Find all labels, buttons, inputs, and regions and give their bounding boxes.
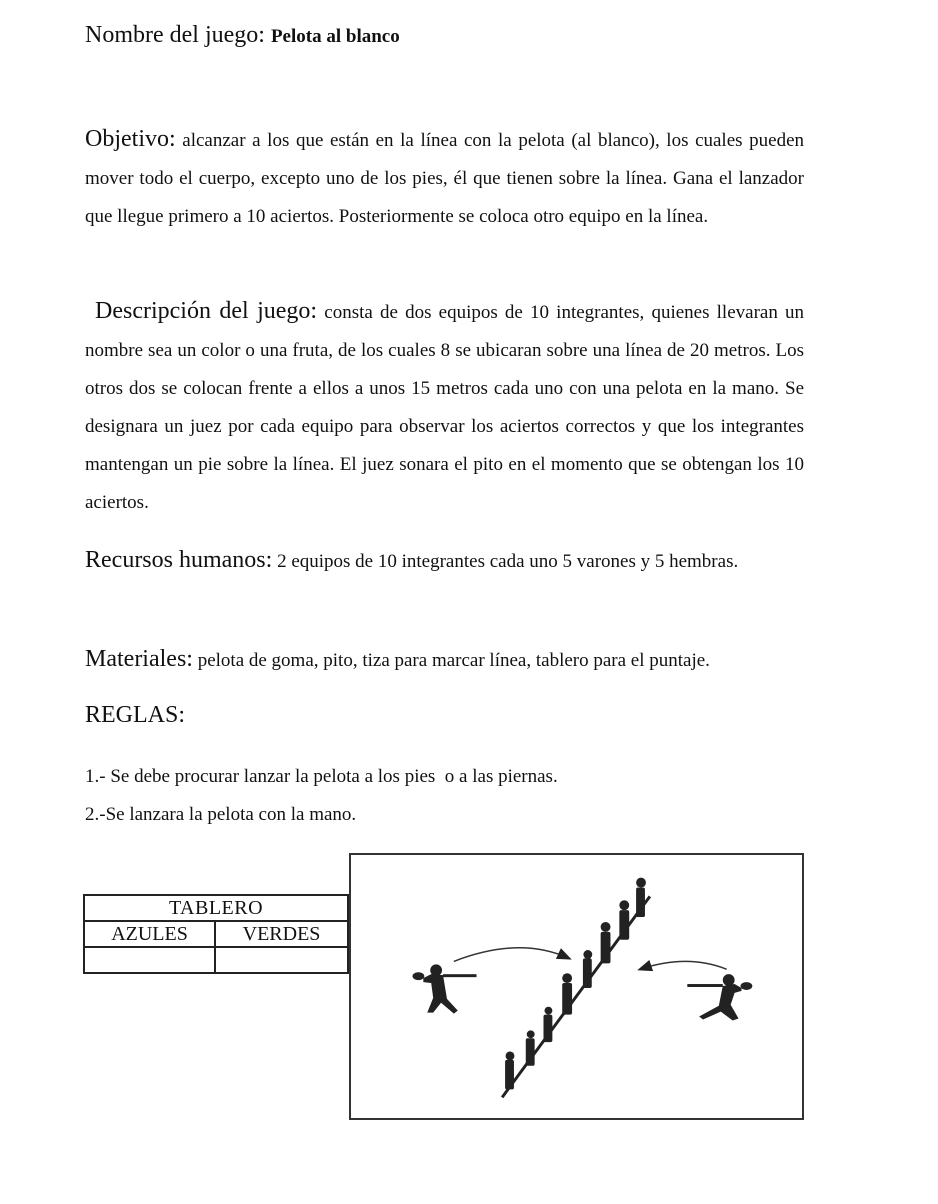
section-recursos [85,541,804,581]
scoreboard-col-azules: AZULES [84,921,215,947]
thrower-left [412,964,476,1013]
reglas-heading: REGLAS: [85,702,186,728]
line-player [526,1030,535,1065]
scoreboard-col-verdes: VERDES [215,921,348,947]
descripcion-label: Descripción del juego: [95,298,318,324]
throw-arrow-right [640,961,727,969]
recursos-text: 2 equipos de 10 integrantes cada uno 5 varones y 5 hembras. [277,551,739,572]
throw-arrow-left [454,948,569,962]
game-title [85,22,804,49]
scoreboard-table [83,894,349,974]
recursos-label: Recursos humanos: [85,547,273,573]
line-player [562,973,572,1014]
regla-item: 1.- Se debe procurar lanzar la pelota a los pies o a las piernas. [85,766,558,787]
objetivo-label: Objetivo: [85,126,176,152]
section-objetivo [85,120,804,236]
line-player [636,878,646,917]
section-materiales [85,640,804,680]
line-player [505,1052,514,1090]
line-players [505,878,646,1090]
materiales-label: Materiales: [85,646,193,672]
line-player [544,1007,553,1042]
scoreboard-score-verdes [215,947,348,973]
line-player [619,900,629,939]
section-descripcion [85,292,804,522]
game-title-value: Pelota al blanco [270,26,400,47]
line-player [601,922,611,963]
illustration-svg [351,855,802,1118]
descripcion-text: consta de dos equipos de 10 integrantes, quienes llevaran un nombre sea un color o una fruta, de los cuales 8 se ubicaran sobre una línea de 20 metros. Los otros dos se colocan frente a ellos a unos 15 metros cada uno con una pelota en la mano. Se designara un juez por cada equipo para observar los aciertos correctos y que los integrantes mantengan un pie sobre la línea. El juez sonara el pito en el momento que se obtengan los 10 aciertos. [85,302,805,513]
materiales-text: pelota de goma, pito, tiza para marcar línea, tablero para el puntaje. [197,650,710,671]
game-illustration [349,853,804,1120]
line-player [583,950,592,988]
game-title-label: Nombre del juego: [85,22,265,48]
regla-item: 2.-Se lanzara la pelota con la mano. [85,804,357,825]
objetivo-text: alcanzar a los que están en la línea con la pelota (al blanco), los cuales pueden mover todo el cuerpo, excepto uno de los pies, él que tienen sobre la línea. Gana el lanzador que llegue primero a 10 aciertos. Posteriormente se coloca otro equipo en la línea. [85,130,805,227]
thrower-right [687,974,752,1020]
scoreboard-title: TABLERO [84,895,348,921]
scoreboard-score-azules [84,947,215,973]
